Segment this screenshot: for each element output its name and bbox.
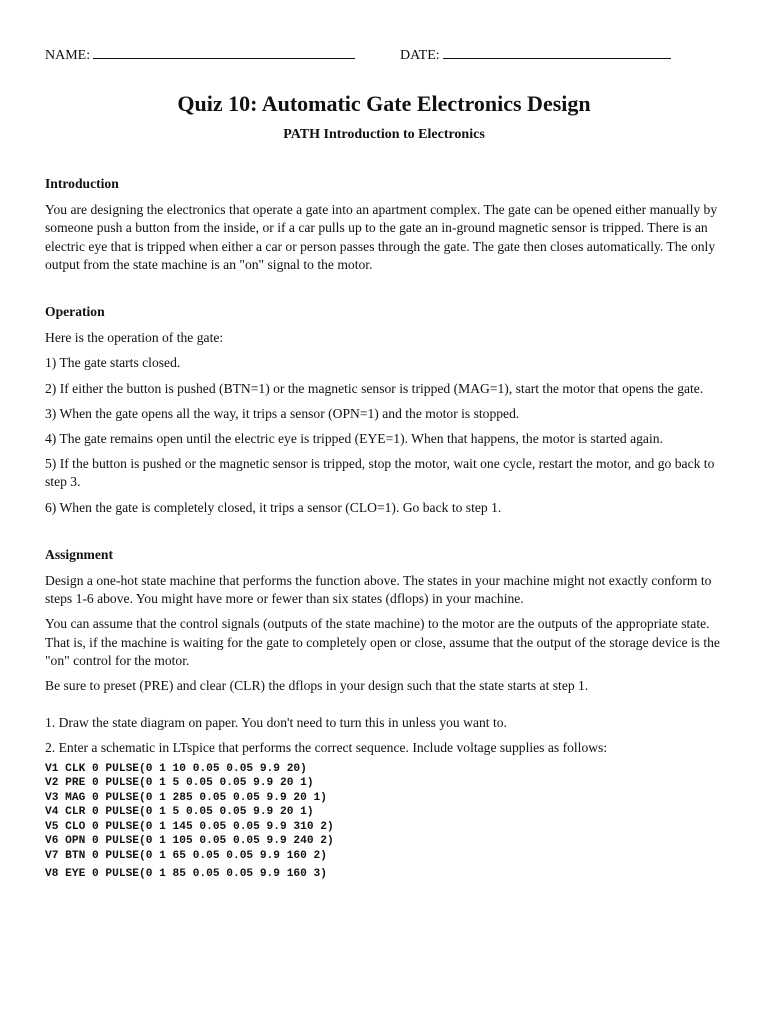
document-body: [45, 175, 725, 882]
spice-line: V6 OPN 0 PULSE(0 1 105 0.05 0.05 9.9 240 2): [45, 835, 334, 848]
page-title: Quiz 10: Automatic Gate Electronics Design: [177, 91, 591, 116]
assignment-paragraph: Be sure to preset (PRE) and clear (CLR) the dflops in your design such that the state starts at step 1.: [45, 678, 589, 694]
spice-line: V8 EYE 0 PULSE(0 1 85 0.05 0.05 9.9 160 3): [45, 868, 327, 881]
spice-line: V3 MAG 0 PULSE(0 1 285 0.05 0.05 9.9 20 1): [45, 791, 327, 804]
operation-intro: Here is the operation of the gate:: [45, 330, 224, 346]
page-subtitle: PATH Introduction to Electronics: [283, 127, 485, 142]
operation-step: 3) When the gate opens all the way, it trips a sensor (OPN=1) and the motor is stopped.: [45, 405, 520, 421]
spice-line: V4 CLR 0 PULSE(0 1 5 0.05 0.05 9.9 20 1): [45, 806, 314, 819]
operation-heading: Operation: [45, 304, 105, 320]
spice-line: V1 CLK 0 PULSE(0 1 10 0.05 0.05 9.9 20): [45, 762, 307, 775]
operation-step: 1) The gate starts closed.: [45, 355, 181, 371]
operation-step: 4) The gate remains open until the electric eye is tripped (EYE=1). When that happens, the motor is started again.: [45, 431, 663, 447]
operation-step: 2) If either the button is pushed (BTN=1) or the magnetic sensor is tripped (MAG=1), start the motor that opens the gate.: [45, 380, 704, 396]
name-field: [45, 45, 355, 65]
introduction-heading: Introduction: [45, 176, 119, 191]
spice-line: V2 PRE 0 PULSE(0 1 5 0.05 0.05 9.9 20 1): [45, 777, 314, 790]
assignment-paragraph: You can assume that the control signals (outputs of the state machine) to the motor are the outputs of the appropriate state. That is, if the machine is waiting for the gate to completely open or close, assume that the output of the storage device is the "on" control for the motor.: [45, 616, 720, 668]
assignment-paragraph: Design a one-hot state machine that performs the function above. The states in your machine might not exactly conform to steps 1-6 above. You might have more or fewer than six states (dflops) in your machine.: [45, 573, 712, 607]
assignment-heading: Assignment: [45, 546, 113, 562]
operation-step: 6) When the gate is completely closed, it trips a sensor (CLO=1). Go back to step 1.: [45, 499, 502, 515]
date-label: DATE:: [400, 48, 440, 63]
header-row: [45, 45, 723, 65]
name-blank-line: [93, 45, 355, 59]
assignment-task: 1. Draw the state diagram on paper. You don't need to turn this in unless you want to.: [45, 715, 507, 731]
date-field: [400, 45, 671, 65]
spice-line: V7 BTN 0 PULSE(0 1 65 0.05 0.05 9.9 160 2): [45, 849, 327, 862]
spice-code-block: [45, 762, 725, 882]
spice-line: V5 CLO 0 PULSE(0 1 145 0.05 0.05 9.9 310 2): [45, 820, 334, 833]
operation-step: 5) If the button is pushed or the magnetic sensor is tripped, stop the motor, wait one cycle, restart the motor, and go back to step 3.: [45, 456, 715, 490]
assignment-task: 2. Enter a schematic in LTspice that performs the correct sequence. Include voltage supplies as follows:: [45, 740, 608, 756]
name-label: NAME:: [45, 48, 91, 63]
date-blank-line: [443, 45, 671, 59]
introduction-text: You are designing the electronics that operate a gate into an apartment complex. The gate can be opened either manually by someone push a button from the inside, or if a car pulls up to the gate an in-ground magnetic sensor is tripped. There is an electric eye that is tripped when either a car or person passes through the gate. The gate then closes automatically. The only output from the state machine is an "on" signal to the motor.: [45, 202, 718, 272]
